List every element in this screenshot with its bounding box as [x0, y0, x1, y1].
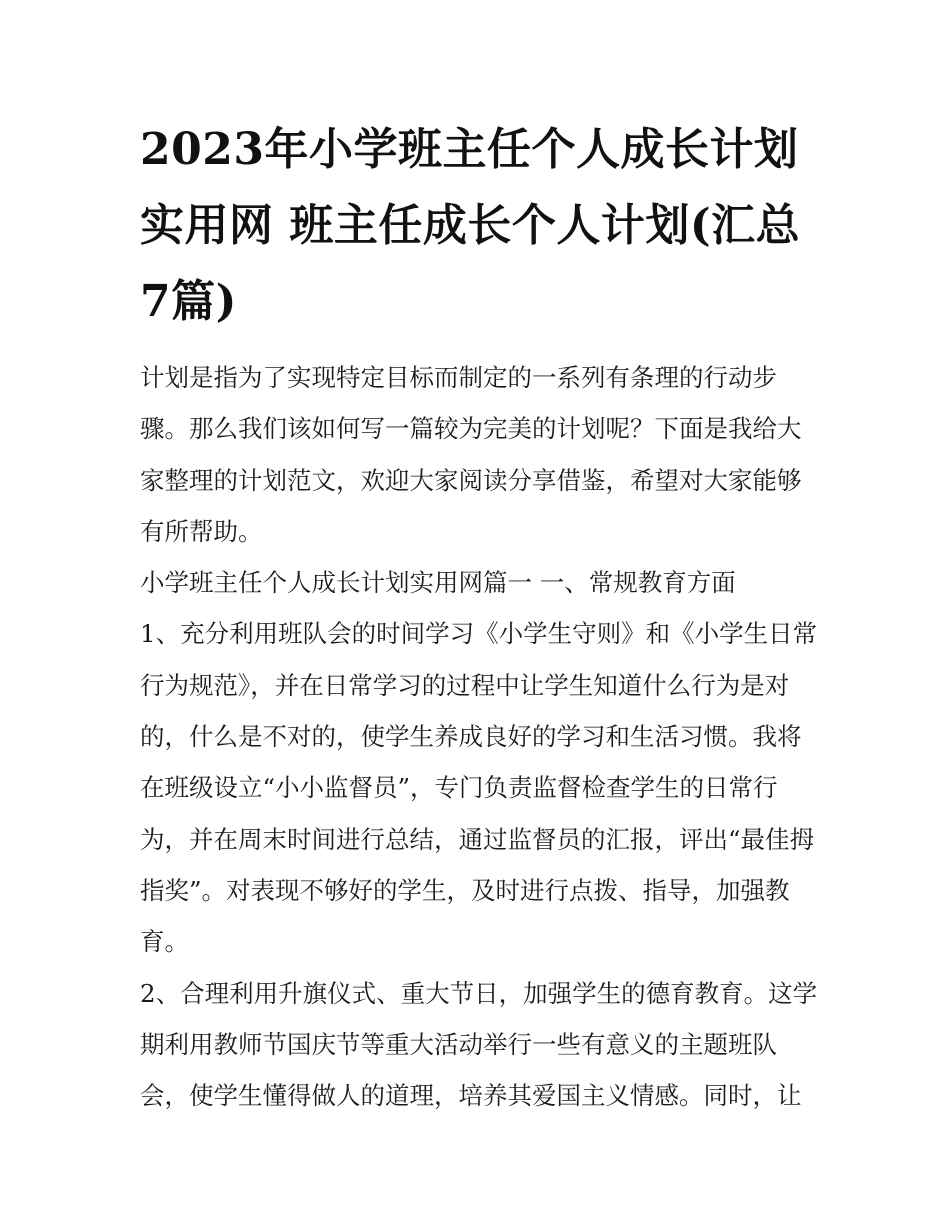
document-body: [140, 352, 820, 1121]
intro-paragraph: 计划是指为了实现特定目标而制定的一系列有条理的行动步骤。那么我们该如何写一篇较为完美的计划呢？下面是我给大家整理的计划范文，欢迎大家阅读分享借鉴，希望对大家能够有所帮助。: [140, 363, 802, 546]
body-paragraph-2: 2、合理利用升旗仪式、重大节日，加强学生的德育教育。这学期利用教师节国庆节等重大活动举行一些有意义的主题班队会，使学生懂得做人的道理，培养其爱国主义情感。同时，让: [140, 978, 818, 1111]
document-title: 2023年小学班主任个人成长计划实用网 班主任成长个人计划(汇总7篇): [140, 124, 801, 327]
section-heading: 小学班主任个人成长计划实用网篇一 一、常规教育方面: [140, 568, 736, 598]
body-paragraph-1: 1、充分利用班队会的时间学习《小学生守则》和《小学生日常行为规范》，并在日常学习的过程中让学生知道什么行为是对的，什么是不对的，使学生养成良好的学习和生活习惯。我将在班级设立“小小监督员”，专门负责监督检查学生的日常行为，并在周末时间进行总结，通过监督员的汇报，评出“最佳拇指奖”。对表现不够好的学生，及时进行点拨、指导，加强教育。: [140, 619, 818, 957]
